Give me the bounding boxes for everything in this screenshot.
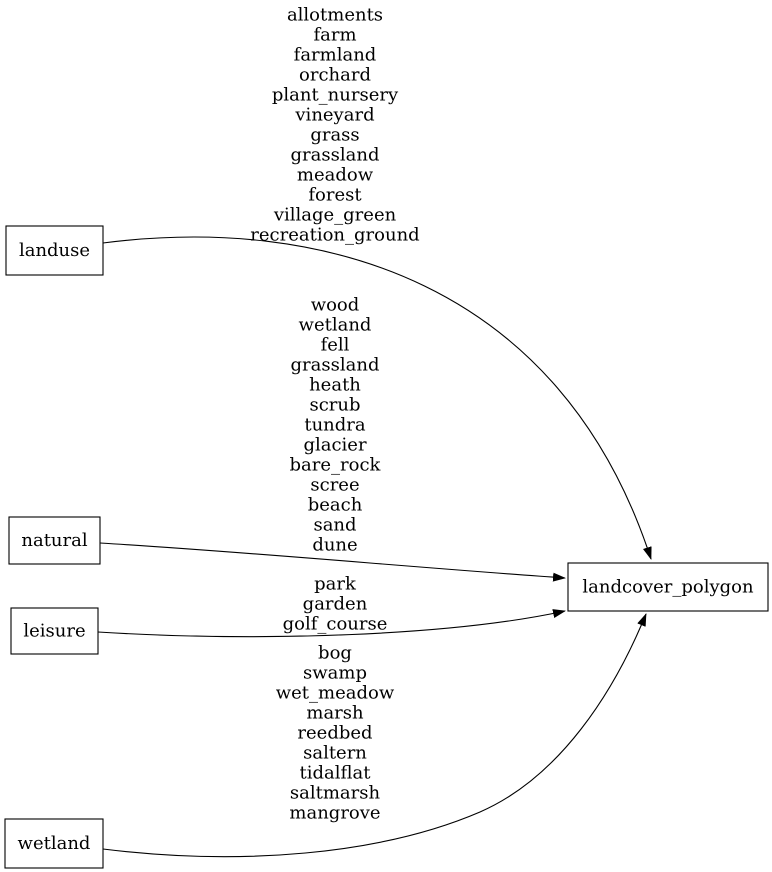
edge-label-line: sand — [313, 514, 357, 536]
edge-label-line: heath — [309, 374, 361, 396]
edge-label-line: meadow — [296, 164, 374, 186]
edge-label-line: grass — [310, 124, 360, 146]
edge-label-line: farmland — [293, 44, 377, 66]
node-landcover-polygon — [568, 563, 768, 611]
edge-label-line: golf_course — [282, 613, 388, 635]
edge-label-line: scree — [310, 474, 360, 496]
node-landuse — [6, 226, 103, 275]
edge-label-line: tidalflat — [299, 762, 371, 784]
edge-label-line: wood — [310, 294, 360, 316]
edge-label-line: grassland — [290, 144, 380, 166]
edge-label-wetland — [276, 643, 395, 824]
edge-label-line: forest — [308, 184, 362, 206]
edge-label-line: orchard — [299, 64, 371, 86]
edge-landuse-to-landcover-polygon — [103, 237, 651, 559]
edge-label-line: wetland — [298, 314, 372, 336]
edge-label-natural — [290, 295, 382, 556]
edge-label-line: marsh — [306, 702, 364, 724]
edge-label-line: park — [314, 573, 356, 595]
node-natural-label: natural — [21, 530, 88, 551]
edge-label-line: vineyard — [295, 104, 375, 126]
node-leisure — [11, 608, 98, 654]
node-landuse-label: landuse — [18, 240, 91, 261]
edge-label-line: garden — [302, 593, 368, 615]
edge-label-line: bare_rock — [289, 454, 381, 476]
edge-label-line: farm — [313, 24, 357, 46]
edge-label-line: reedbed — [297, 722, 373, 744]
edge-label-line: saltmarsh — [289, 782, 381, 804]
edge-label-line: saltern — [303, 742, 367, 764]
edge-label-line: village_green — [273, 204, 397, 226]
node-landcover-polygon-label: landcover_polygon — [582, 576, 754, 598]
edge-label-line: mangrove — [289, 802, 381, 824]
edge-label-line: grassland — [290, 354, 380, 376]
edge-label-line: swamp — [303, 662, 367, 684]
edge-label-line: fell — [320, 334, 350, 356]
edge-label-line: glacier — [303, 434, 367, 456]
node-wetland-label: wetland — [17, 833, 91, 854]
node-leisure-label: leisure — [23, 620, 86, 642]
edge-label-line: beach — [307, 494, 363, 516]
edge-label-line: recreation_ground — [250, 224, 420, 246]
edges — [98, 237, 651, 857]
edge-label-line: dune — [312, 534, 358, 556]
node-wetland — [5, 819, 103, 868]
edge-label-line: wet_meadow — [275, 682, 395, 704]
edge-label-leisure — [283, 574, 388, 635]
node-natural — [9, 517, 100, 564]
edge-label-line: plant_nursery — [271, 84, 399, 106]
edge-label-line: scrub — [309, 394, 361, 416]
edge-label-line: bog — [318, 642, 352, 664]
edge-label-line: tundra — [304, 414, 366, 436]
edge-label-line: allotments — [286, 4, 384, 26]
edge-label-landuse — [250, 5, 419, 246]
